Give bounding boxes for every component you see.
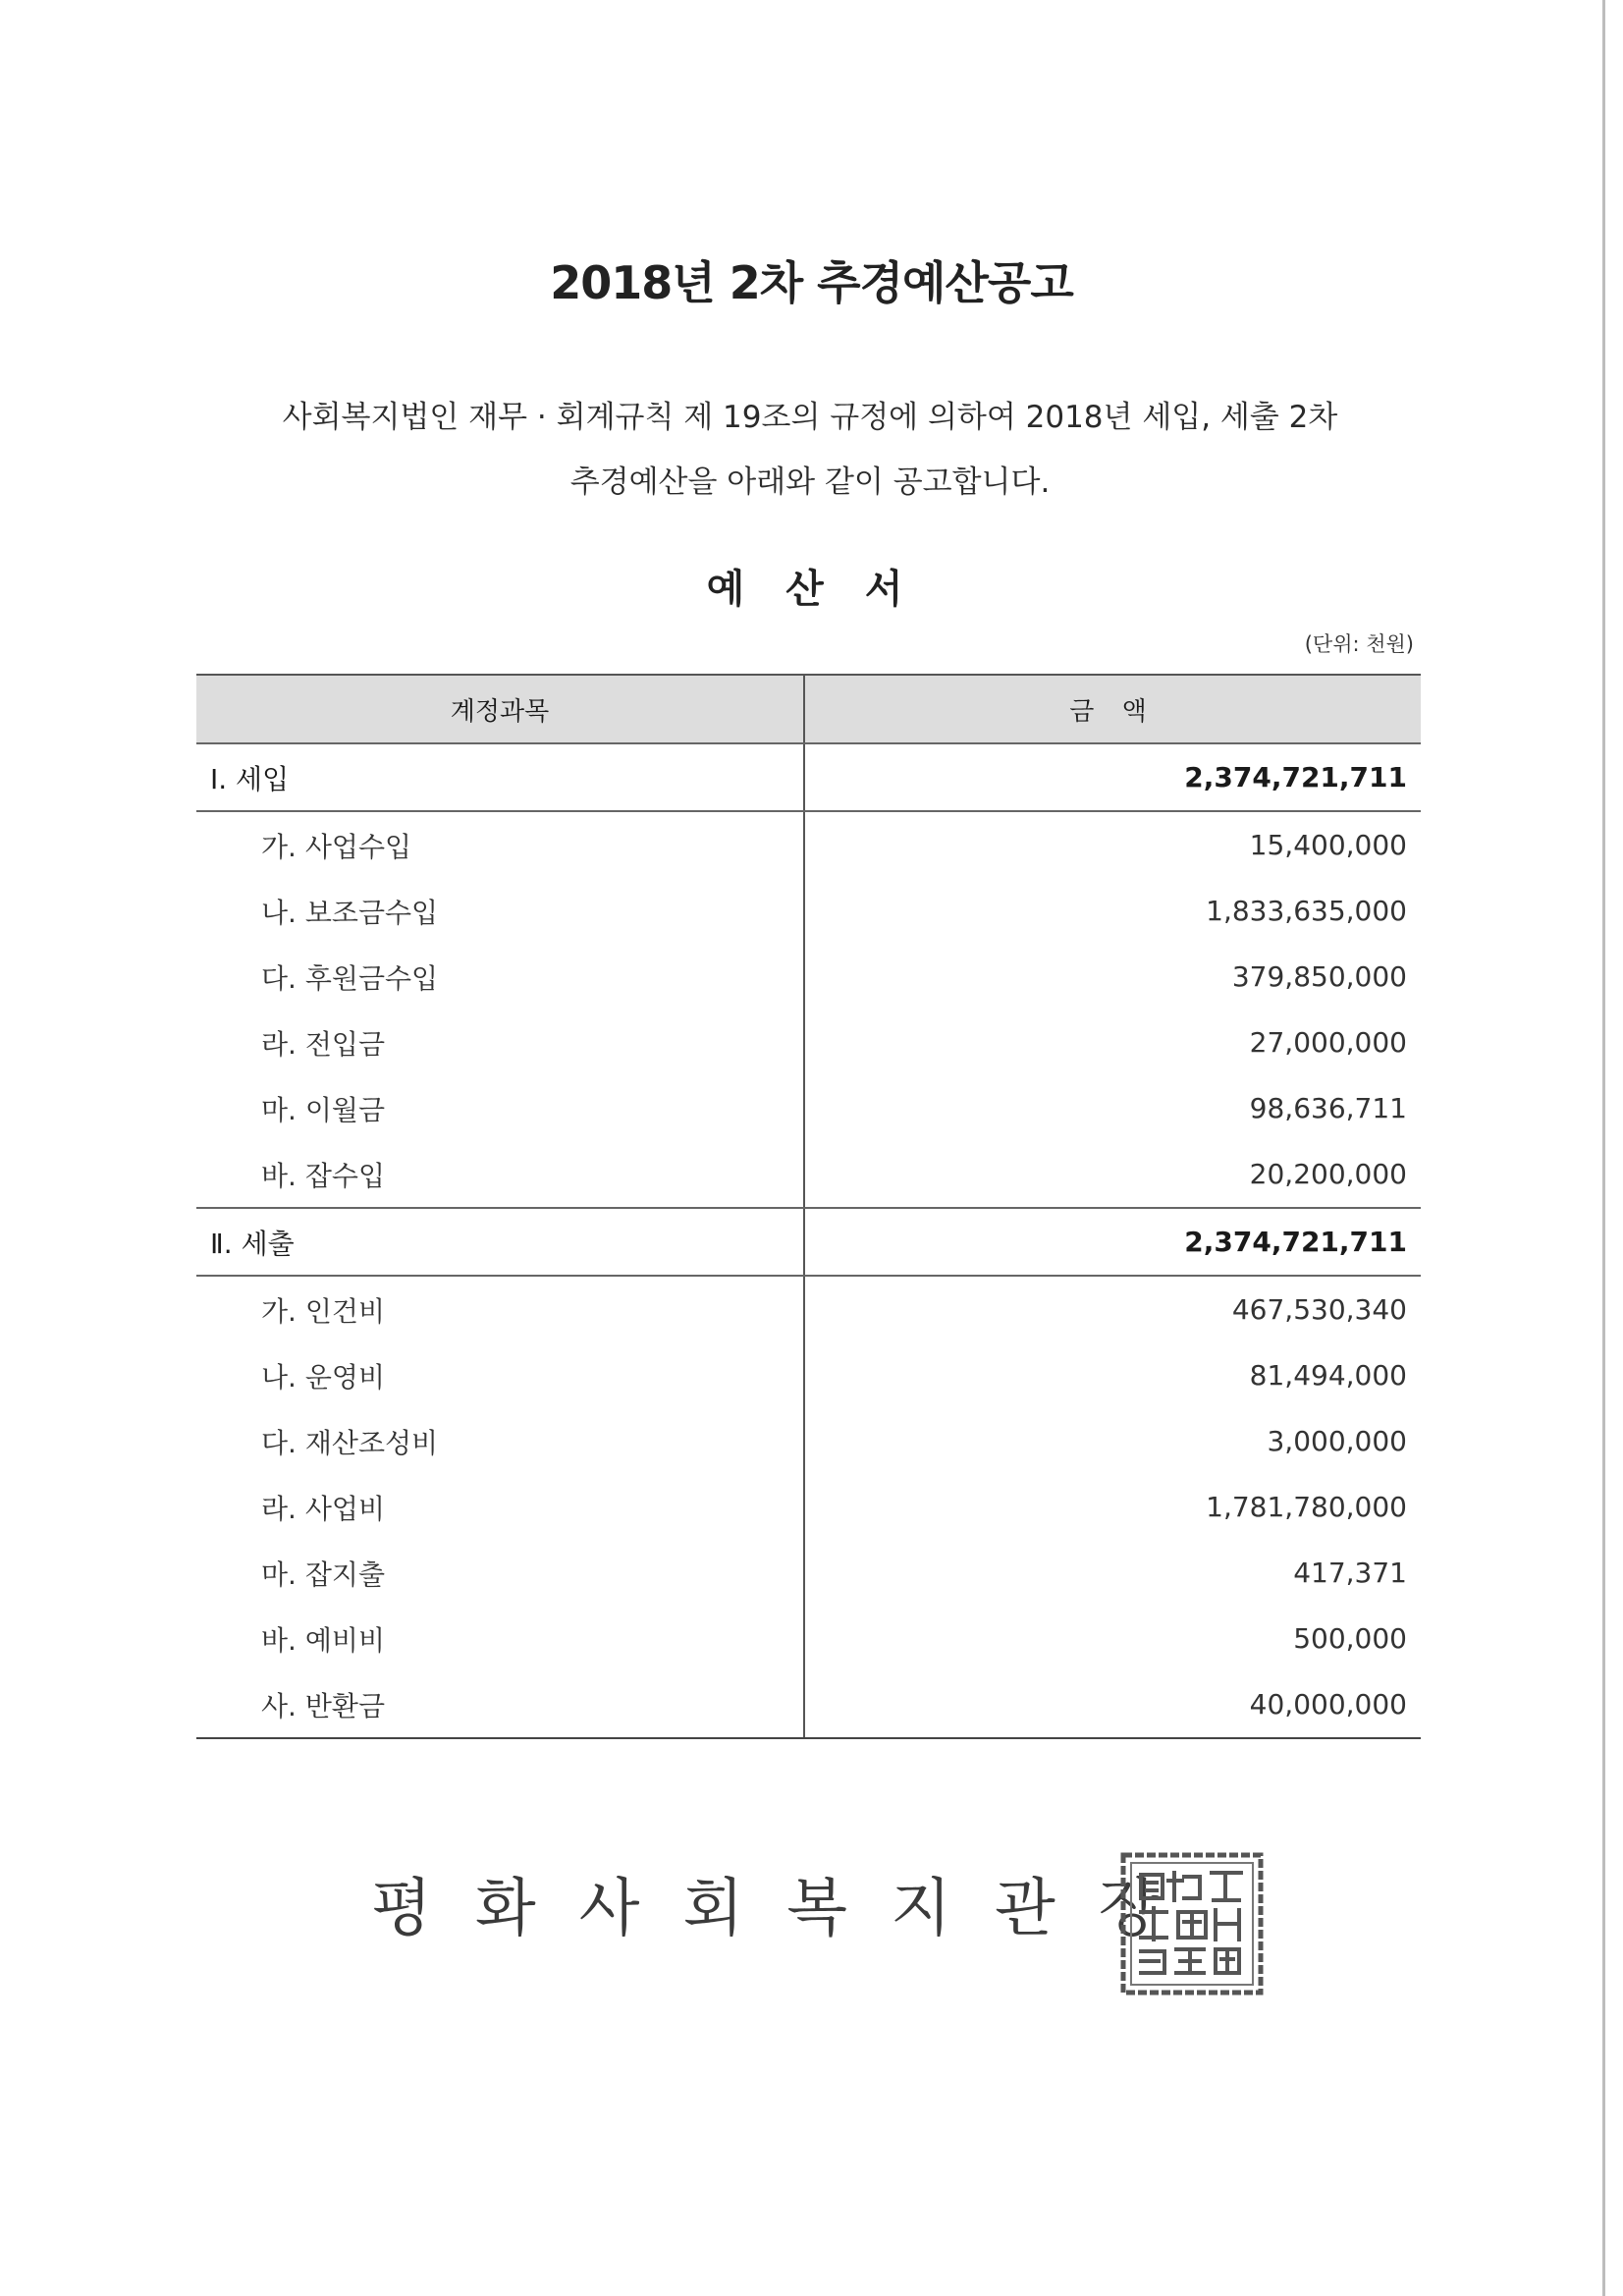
- section-total: 2,374,721,711: [1184, 1226, 1407, 1258]
- header-account: 계정과목: [196, 676, 805, 742]
- item-label: 라. 전입금: [196, 1010, 805, 1075]
- item-amount: 467,530,340: [1231, 1293, 1407, 1326]
- item-label: 바. 잡수입: [196, 1141, 805, 1207]
- table-row: [196, 1342, 1421, 1408]
- item-label: 다. 후원금수입: [196, 944, 805, 1010]
- item-label: 다. 재산조성비: [196, 1408, 805, 1474]
- item-amount: 1,833,635,000: [1206, 895, 1407, 927]
- section-total: 2,374,721,711: [1184, 761, 1407, 793]
- item-label: 사. 반환금: [196, 1671, 805, 1737]
- intro-paragraph: [177, 385, 1443, 515]
- table-row: [196, 1010, 1421, 1075]
- item-amount: 417,371: [1293, 1557, 1407, 1589]
- section-row-revenue: [196, 744, 1421, 812]
- table-row: [196, 1408, 1421, 1474]
- item-amount: 98,636,711: [1249, 1092, 1407, 1124]
- table-row: [196, 1075, 1421, 1141]
- table-header-row: [196, 676, 1421, 744]
- item-amount: 500,000: [1293, 1622, 1407, 1655]
- item-label: 바. 예비비: [196, 1606, 805, 1671]
- item-label: 라. 사업비: [196, 1474, 805, 1540]
- item-label: 마. 잡지출: [196, 1540, 805, 1606]
- table-row: [196, 1540, 1421, 1606]
- item-label: 나. 운영비: [196, 1342, 805, 1408]
- section-row-expenditure: [196, 1209, 1421, 1277]
- table-row: [196, 1277, 1421, 1342]
- table-row: [196, 1606, 1421, 1671]
- item-amount: 3,000,000: [1267, 1425, 1407, 1457]
- item-amount: 40,000,000: [1249, 1688, 1407, 1721]
- section-label: Ⅰ. 세입: [196, 744, 805, 810]
- item-label: 나. 보조금수입: [196, 878, 805, 944]
- budget-table: [196, 674, 1421, 1739]
- item-label: 가. 인건비: [196, 1277, 805, 1342]
- unit-label: (단위: 천원): [1304, 632, 1414, 656]
- item-amount: 1,781,780,000: [1206, 1491, 1407, 1523]
- item-amount: 15,400,000: [1249, 829, 1407, 861]
- table-row: [196, 1474, 1421, 1540]
- item-amount: 27,000,000: [1249, 1026, 1407, 1059]
- official-seal-icon: [1119, 1851, 1265, 1996]
- item-label: 마. 이월금: [196, 1075, 805, 1141]
- organization-signature: 평화사회복지관장: [371, 1873, 1203, 1945]
- item-amount: 20,200,000: [1249, 1158, 1407, 1190]
- table-row: [196, 878, 1421, 944]
- scan-edge-line: [1602, 0, 1605, 2296]
- page-title: 2018년 2차 추경예산공고: [550, 256, 1073, 309]
- item-label: 가. 사업수입: [196, 812, 805, 878]
- item-amount: 379,850,000: [1231, 960, 1407, 993]
- table-row: [196, 812, 1421, 878]
- intro-line-1: 사회복지법인 재무 · 회계규칙 제 19조의 규정에 의하여 2018년 세입, 세출 2차: [282, 400, 1338, 435]
- table-row: [196, 1671, 1421, 1737]
- intro-line-2: 추경예산을 아래와 같이 공고합니다.: [569, 465, 1051, 500]
- section-label: Ⅱ. 세출: [196, 1209, 805, 1275]
- budget-heading: 예 산 서: [706, 567, 917, 612]
- item-amount: 81,494,000: [1249, 1359, 1407, 1392]
- table-row: [196, 944, 1421, 1010]
- table-row: [196, 1141, 1421, 1209]
- header-amount: 금 액: [1069, 696, 1157, 727]
